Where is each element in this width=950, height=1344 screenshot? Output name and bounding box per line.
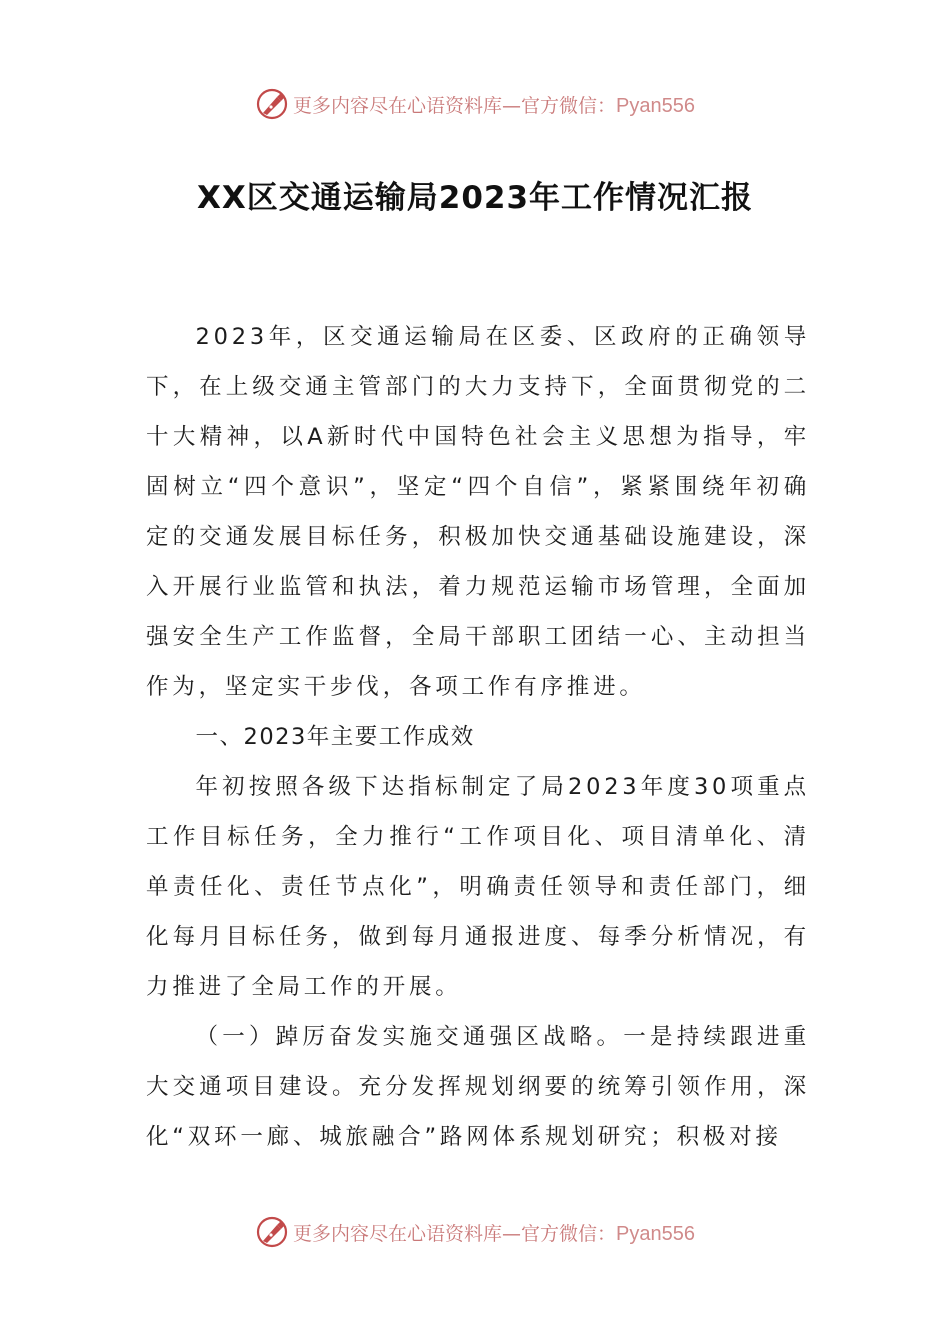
watermark-text [293,1219,695,1246]
paragraph-targets: 年初按照各级下达指标制定了局2023年度30项重点工作目标任务，全力推行“工作项目化、项目清单化、清单责任化、责任节点化”，明确责任领导和责任部门，细化每月目标任务，做到每月通报进度、每季分析情况，有力推进了全局工作的开展。 [146,774,810,1000]
watermark-slogan: 更多内容尽在心语资料库—官方微信： [293,94,617,117]
watermark-wechat-id: Pyan556 [616,1222,695,1245]
document-body [146,312,810,1162]
document-title: XX区交通运输局2023年工作情况汇报 [196,180,754,216]
watermark-text [293,91,695,118]
section-heading-1: 一、2023年主要工作成效 [195,724,475,750]
paragraph-subsection-1: （一）踔厉奋发实施交通强区战略。一是持续跟进重大交通项目建设。充分发挥规划纲要的统筹引领作用，深化“双环一廊、城旅融合”路网体系规划研究；积极对接 [146,1024,810,1150]
watermark-banner-bottom [0,1212,950,1252]
pen-nib-logo-icon [255,1215,289,1249]
paragraph-intro: 2023年，区交通运输局在区委、区政府的正确领导下，在上级交通主管部门的大力支持下，全面贯彻党的二十大精神，以A新时代中国特色社会主义思想为指导，牢固树立“四个意识”，坚定“四个自信”，紧紧围绕年初确定的交通发展目标任务，积极加快交通基础设施建设，深入开展行业监管和执法，着力规范运输市场管理，全面加强安全生产工作监督，全局干部职工团结一心、主动担当作为，坚定实干步伐，各项工作有序推进。 [146,324,810,700]
pen-nib-logo-icon [255,87,289,121]
watermark-slogan: 更多内容尽在心语资料库—官方微信： [293,1222,617,1245]
watermark-wechat-id: Pyan556 [616,94,695,117]
watermark-banner-top [0,84,950,124]
